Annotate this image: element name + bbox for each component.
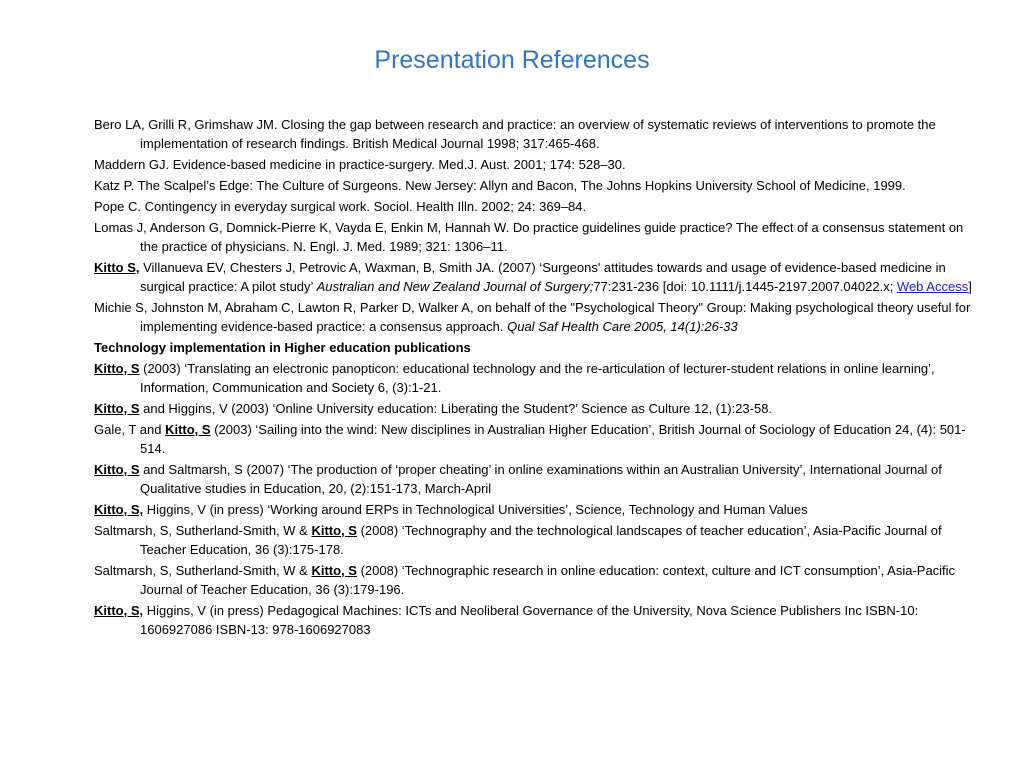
reference-item bbox=[94, 500, 974, 519]
reference-text: Higgins, V (in press) ‘Working around ERPs in Technological Universities’, Science, Technology and Human Values bbox=[143, 502, 808, 517]
reference-journal: Qual Saf Health Care 2005, 14(1):26-33 bbox=[507, 319, 738, 334]
reference-item bbox=[94, 420, 974, 458]
reference-item bbox=[94, 197, 974, 216]
reference-text: and Higgins, V (2003) ‘Online University education: Liberating the Student?’ Science as Culture 12, (1):23-58. bbox=[139, 401, 773, 416]
reference-text: and Saltmarsh, S (2007) ‘The production of ‘proper cheating’ in online examinations within an Australian University’, International Journal of Qualitative studies in Education, 20, (2):151-173, March-April bbox=[139, 462, 942, 496]
reference-item bbox=[94, 399, 974, 418]
reference-prefix: Saltmarsh, S, Sutherland-Smith, W & bbox=[94, 563, 312, 578]
reference-item bbox=[94, 218, 974, 256]
reference-author: Kitto S, bbox=[94, 260, 140, 275]
reference-journal: Australian and New Zealand Journal of Surgery; bbox=[316, 279, 594, 294]
section-heading-text: Technology implementation in Higher education publications bbox=[94, 340, 471, 355]
references-list bbox=[94, 115, 974, 641]
reference-text: Bero LA, Grilli R, Grimshaw JM. Closing the gap between research and practice: an overview of systematic reviews of interventions to promote the implementation of research findings. British Medical Journal 1998; 317:465-468. bbox=[94, 117, 936, 151]
reference-text: (2003) ‘Translating an electronic panopticon: educational technology and the re-articulation of lecturer-student relations in online learning’, Information, Communication and Society 6, (3):1-21. bbox=[139, 361, 935, 395]
reference-author: Kitto, S, bbox=[94, 603, 144, 618]
reference-item bbox=[94, 359, 974, 397]
reference-author: Kitto, S bbox=[311, 523, 357, 538]
reference-text: Villanueva EV, Chesters J, Petrovic A, Waxman, B, Smith JA. (2007) ‘Surgeons' attitudes towards and usage of evidence-based medicine in surgical practice: A pilot study’ bbox=[139, 260, 946, 294]
reference-end: ] bbox=[968, 279, 972, 294]
reference-prefix: Saltmarsh, S, Sutherland-Smith, W & bbox=[94, 523, 312, 538]
reference-text: (2003) ‘Sailing into the wind: New disciplines in Australian Higher Education’, British Journal of Sociology of Education 24, (4): 501-514. bbox=[140, 422, 966, 456]
reference-item bbox=[94, 521, 974, 559]
reference-item bbox=[94, 155, 974, 174]
reference-author: Kitto, S bbox=[165, 422, 211, 437]
reference-text: Pope C. Contingency in everyday surgical work. Sociol. Health Illn. 2002; 24: 369–84. bbox=[94, 199, 587, 214]
reference-author: Kitto, S, bbox=[94, 502, 144, 517]
reference-item bbox=[94, 258, 974, 296]
reference-text: Higgins, V (in press) Pedagogical Machines: ICTs and Neoliberal Governance of the University, Nova Science Publishers Inc ISBN-10: 1606927086 ISBN-13: 978-1606927083 bbox=[140, 603, 919, 637]
reference-text: Maddern GJ. Evidence-based medicine in practice-surgery. Med.J. Aust. 2001; 174: 528–30. bbox=[94, 157, 626, 172]
web-access-link[interactable]: Web Access bbox=[896, 279, 969, 294]
reference-item bbox=[94, 460, 974, 498]
reference-item bbox=[94, 176, 974, 195]
reference-author: Kitto, S bbox=[94, 401, 140, 416]
reference-author: Kitto, S bbox=[94, 361, 140, 376]
reference-author: Kitto, S bbox=[94, 462, 140, 477]
reference-author: Kitto, S bbox=[311, 563, 357, 578]
slide-title: Presentation References bbox=[374, 46, 650, 74]
section-heading bbox=[94, 338, 974, 357]
reference-item bbox=[94, 601, 974, 639]
reference-prefix: Gale, T and bbox=[94, 422, 166, 437]
reference-item bbox=[94, 115, 974, 153]
reference-text: Michie S, Johnston M, Abraham C, Lawton R, Parker D, Walker A, on behalf of the "Psychological Theory" Group: Making psychological theory useful for implementing evidence-based practice: a consensus approach. bbox=[94, 300, 971, 334]
reference-item bbox=[94, 298, 974, 336]
reference-item bbox=[94, 561, 974, 599]
reference-text: Lomas J, Anderson G, Domnick-Pierre K, Vayda E, Enkin M, Hannah W. Do practice guidelines guide practice? The effect of a consensus statement on the practice of physicians. N. Engl. J. Med. 1989; 321: 1306–11. bbox=[94, 220, 964, 254]
reference-text: Katz P. The Scalpel’s Edge: The Culture of Surgeons. New Jersey: Allyn and Bacon, The Johns Hopkins University School of Medicine, 1999. bbox=[94, 178, 906, 193]
reference-text: (2008) ‘Technographic research in online education: context, culture and ICT consumption’, Asia-Pacific Journal of Teacher Education, 36 (3):179-196. bbox=[140, 563, 956, 597]
reference-tail: 77:231-236 [doi: 10.1111/j.1445-2197.2007.04022.x; bbox=[593, 279, 897, 294]
reference-text: (2008) ‘Technography and the technological landscapes of teacher education’, Asia-Pacific Journal of Teacher Education, 36 (3):175-178. bbox=[140, 523, 942, 557]
